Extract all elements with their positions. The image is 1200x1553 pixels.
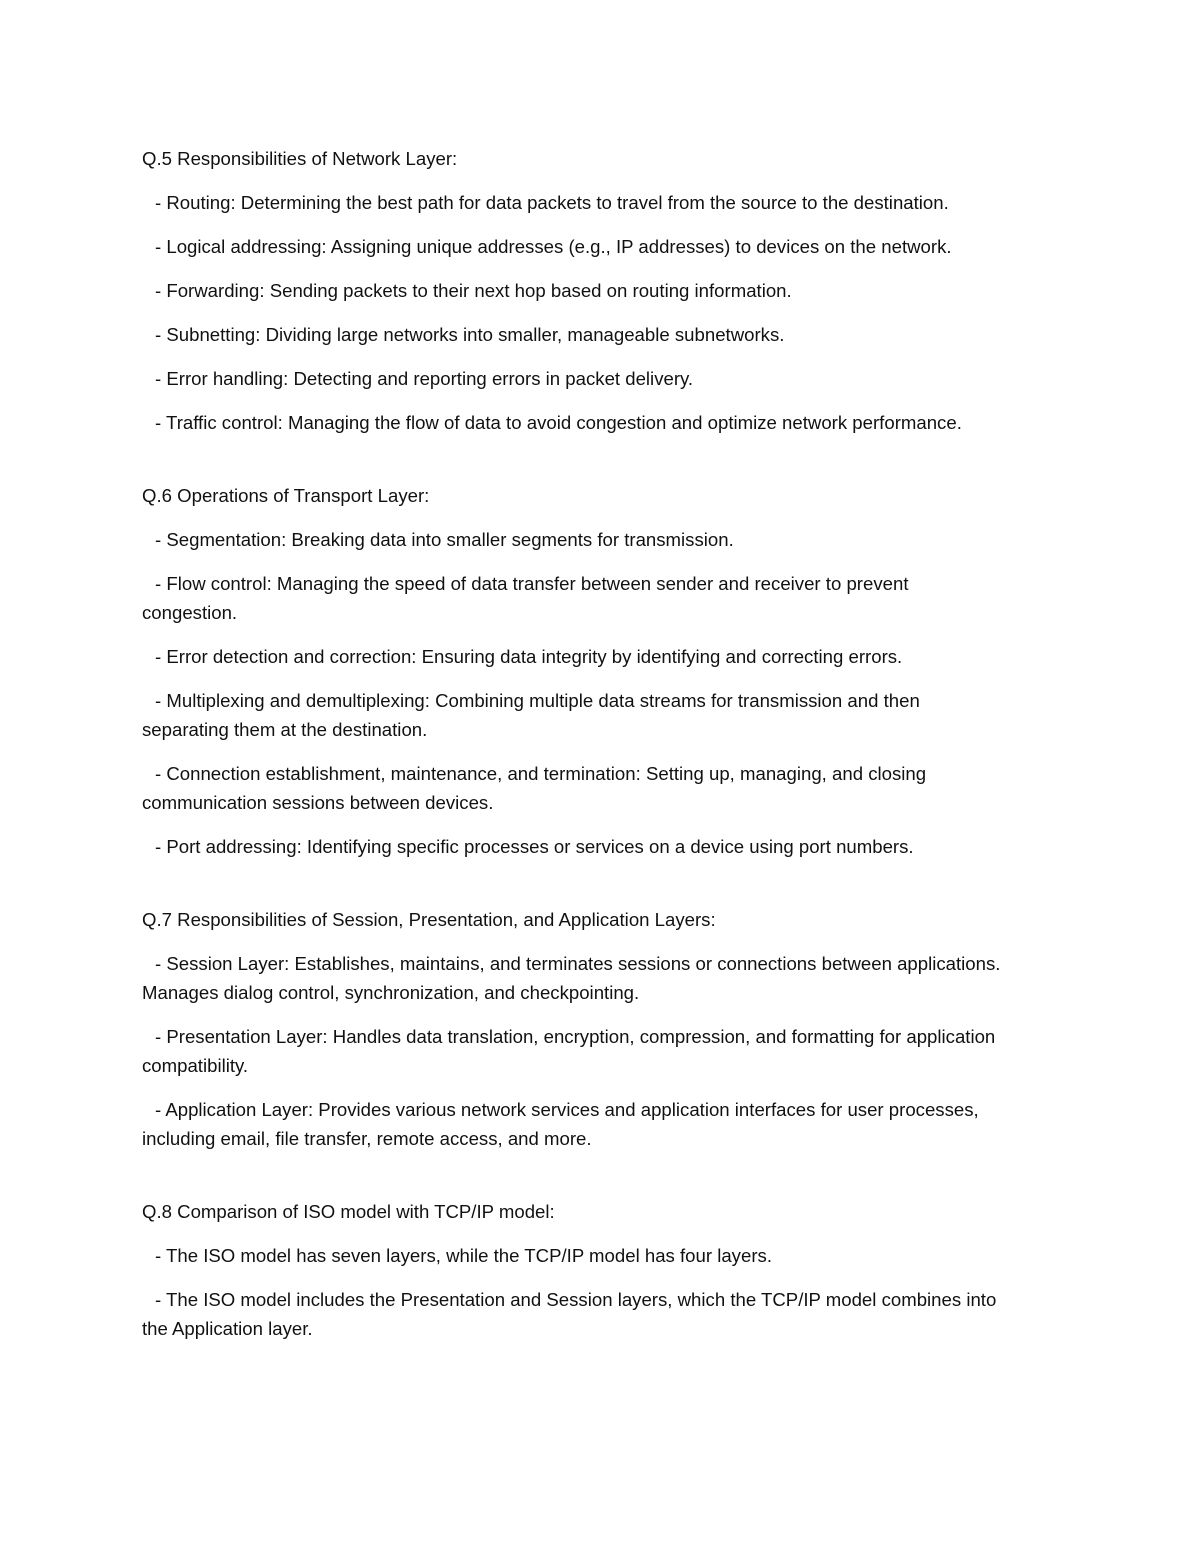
list-item-text: - Routing: Determining the best path for data packets to travel from the source to the destination. [155,192,949,213]
list-item-continuation: compatibility. [142,1055,249,1076]
list-item [142,276,1062,305]
section [142,905,1062,1153]
list-item-text: - Error handling: Detecting and reporting errors in packet delivery. [155,368,694,389]
list-item-continuation: congestion. [142,602,238,623]
section-heading: Q.7 Responsibilities of Session, Presentation, and Application Layers: [142,909,716,930]
section-heading: Q.5 Responsibilities of Network Layer: [142,148,458,169]
list-item-text: - Connection establishment, maintenance, and termination: Setting up, managing, and closing [155,763,927,784]
list-item-text: - Logical addressing: Assigning unique addresses (e.g., IP addresses) to devices on the network. [155,236,952,257]
list-item-text: - Flow control: Managing the speed of data transfer between sender and receiver to prevent [155,573,909,594]
list-item-text: - Subnetting: Dividing large networks into smaller, manageable subnetworks. [155,324,785,345]
list-item-continuation: including email, file transfer, remote access, and more. [142,1128,592,1149]
list-item [142,569,1062,627]
list-item [142,232,1062,261]
list-item [142,1022,1062,1080]
section-heading: Q.8 Comparison of ISO model with TCP/IP model: [142,1201,555,1222]
list-item-text: - Application Layer: Provides various network services and application interfaces for user processes, [155,1099,979,1120]
list-item [142,832,1062,861]
section-heading: Q.6 Operations of Transport Layer: [142,485,430,506]
list-item [142,759,1062,817]
list-item-text: - Error detection and correction: Ensuring data integrity by identifying and correcting errors. [155,646,903,667]
section [142,481,1062,861]
list-item-continuation: the Application layer. [142,1318,313,1339]
list-item [142,1285,1062,1343]
list-item-continuation: communication sessions between devices. [142,792,494,813]
list-item [142,642,1062,671]
list-item [142,320,1062,349]
list-item-text: - The ISO model has seven layers, while the TCP/IP model has four layers. [155,1245,772,1266]
list-item-text: - Presentation Layer: Handles data translation, encryption, compression, and formatting for application [155,1026,996,1047]
section [142,144,1062,437]
document-body [142,144,1062,1358]
list-item [142,1095,1062,1153]
list-item-text: - Segmentation: Breaking data into smaller segments for transmission. [155,529,734,550]
list-item [142,364,1062,393]
list-item [142,408,1062,437]
list-item [142,686,1062,744]
list-item [142,949,1062,1007]
section [142,1197,1062,1343]
list-item [142,188,1062,217]
list-item [142,525,1062,554]
list-item-text: - Multiplexing and demultiplexing: Combining multiple data streams for transmission and then [155,690,920,711]
list-item-text: - Traffic control: Managing the flow of data to avoid congestion and optimize network performance. [155,412,962,433]
list-item-text: - Port addressing: Identifying specific processes or services on a device using port numbers. [155,836,914,857]
list-item-text: - Forwarding: Sending packets to their next hop based on routing information. [155,280,792,301]
list-item-text: - Session Layer: Establishes, maintains, and terminates sessions or connections between applications. [155,953,1001,974]
list-item-continuation: Manages dialog control, synchronization, and checkpointing. [142,982,640,1003]
list-item [142,1241,1062,1270]
list-item-text: - The ISO model includes the Presentation and Session layers, which the TCP/IP model combines into [155,1289,997,1310]
list-item-continuation: separating them at the destination. [142,719,428,740]
